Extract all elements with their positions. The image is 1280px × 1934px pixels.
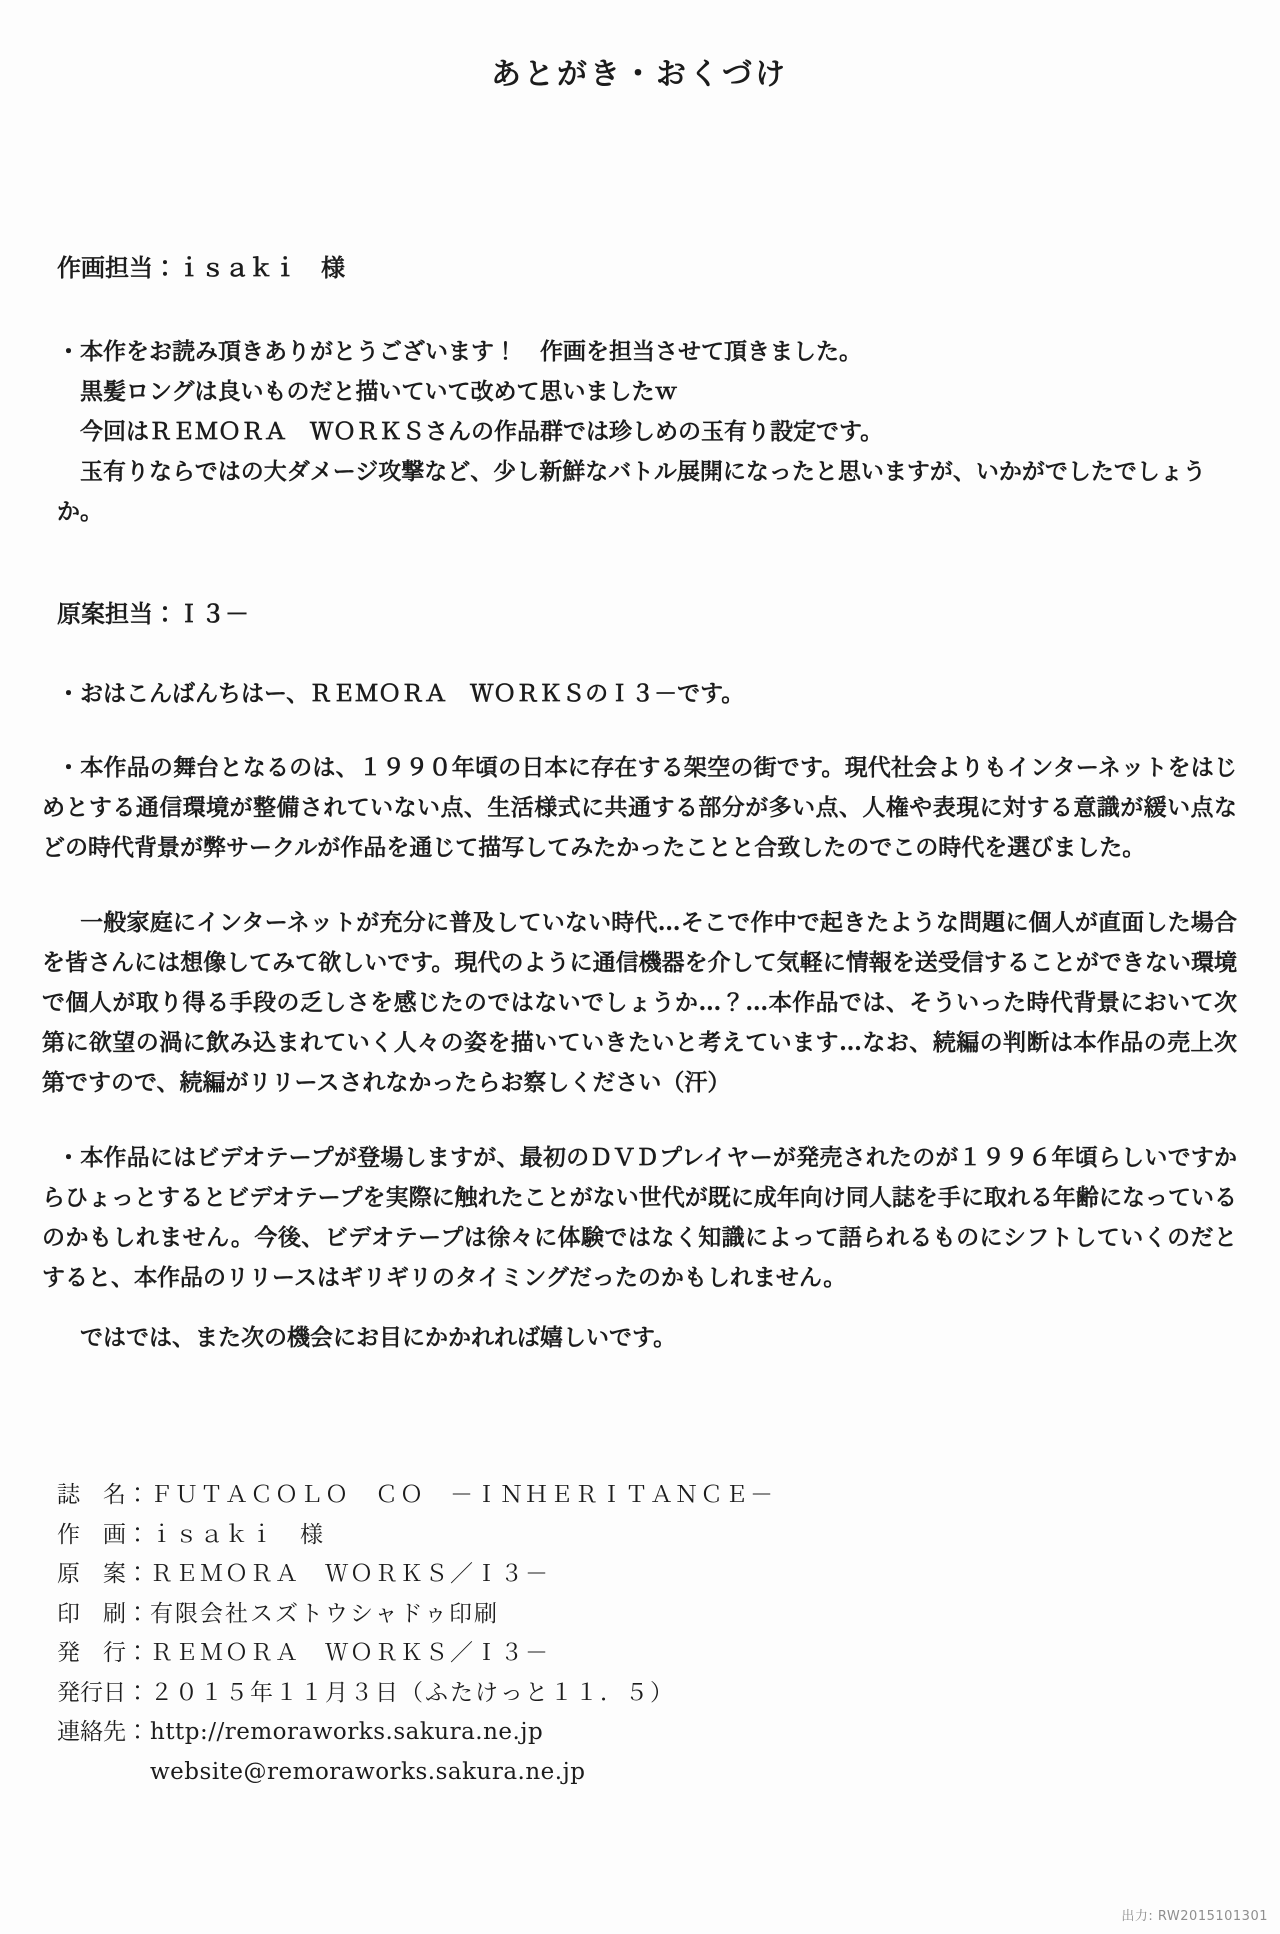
colophon-label: 誌 名： bbox=[57, 1482, 149, 1508]
colophon-row-contact-url bbox=[57, 1713, 1237, 1753]
colophon bbox=[42, 1476, 1237, 1792]
artist-comment-line: 黒髪ロングは良いものだと描いていて改めて思いましたｗ bbox=[57, 378, 678, 405]
artist-comment-line: ・本作をお読み頂きありがとうございます！ 作画を担当させて頂きました。 bbox=[57, 338, 862, 365]
writer-section bbox=[42, 596, 1237, 1358]
writer-paragraph-setting: ・本作品の舞台となるのは、１９９０年頃の日本に存在する架空の街です。現代社会よりもインターネットをはじめとする通信環境が整備されていない点、生活様式に共通する部分が多い点、人権や表現に対する意識が緩い点などの時代背景が弊サークルが作品を通じて描写してみたかったことと合致したのでこの時代を選びました。 bbox=[42, 754, 1238, 861]
writer-closing-line: ではでは、また次の機会にお目にかかれれば嬉しいです。 bbox=[57, 1324, 677, 1351]
colophon-label: 印 刷： bbox=[57, 1600, 149, 1627]
colophon-row-contact-email bbox=[57, 1753, 1237, 1793]
colophon-row-original bbox=[57, 1555, 1237, 1595]
contact-url: http://remoraworks.sakura.ne.jp bbox=[150, 1719, 544, 1745]
colophon-row-date bbox=[57, 1674, 1237, 1714]
output-code-note: 出力: RW2015101301 bbox=[1121, 1909, 1268, 1924]
colophon-value: 有限会社スズトウシャドゥ印刷 bbox=[150, 1600, 499, 1627]
artist-section bbox=[42, 250, 1237, 532]
colophon-row-printer bbox=[57, 1595, 1237, 1635]
colophon-value: ｉｓａｋｉ 様 bbox=[150, 1521, 325, 1548]
artist-heading: 作画担当：ｉｓａｋｉ 様 bbox=[57, 253, 345, 282]
writer-paragraph-videotape: ・本作品にはビデオテープが登場しますが、最初のＤＶＤプレイヤーが発売されたのが１９９６年頃らしいですからひょっとするとビデオテープを実際に触れたことがない世代が既に成年向け同人誌を手に取れる年齢になっているのかもしれません。今後、ビデオテープは徐々に体験ではなく知識によって語られるものにシフトしていくのだとすると、本作品のリリースはギリギリのタイミングだったのかもしれません。 bbox=[42, 1144, 1237, 1291]
colophon-row-artist bbox=[57, 1516, 1237, 1556]
writer-paragraph-era: 一般家庭にインターネットが充分に普及していない時代…そこで作中で起きたような問題に個人が直面した場合を皆さんには想像してみて欲しいです。現代のように通信機器を介して気軽に情報を送受信することができない環境で個人が取り得る手段の乏しさを感じたのではないでしょうか…？…本作品では、そういった時代背景において次第に欲望の渦に飲み込まれていく人々の姿を描いていきたいと考えています…なお、続編の判断は本作品の売上次第ですので、続編がリリースされなかったらお察しください（汗） bbox=[42, 909, 1237, 1096]
colophon-value: ＦＵＴＡＣＯＬＯ ＣＯ －ＩＮＨＥＲＩＴＡＮＣＥ－ bbox=[150, 1482, 775, 1508]
colophon-value: ２０１５年１１月３日（ふたけっと１１．５） bbox=[150, 1679, 675, 1706]
colophon-row-publisher bbox=[57, 1634, 1237, 1674]
page-title: あとがき・おくづけ bbox=[491, 57, 788, 92]
colophon-row-title bbox=[57, 1476, 1237, 1516]
colophon-label: 連絡先： bbox=[57, 1719, 149, 1745]
artist-comment-line: 玉有りならではの大ダメージ攻撃など、少し新鮮なバトル展開になったと思いますが、いかがでしたでしょうか。 bbox=[57, 458, 1206, 525]
colophon-label: 発行日： bbox=[57, 1679, 149, 1706]
colophon-label: 原 案： bbox=[57, 1561, 149, 1587]
artist-comment-line: 今回はＲＥＭＯＲＡ ＷＯＲＫＳさんの作品群では珍しめの玉有り設定です。 bbox=[57, 418, 884, 445]
colophon-value: ＲＥＭＯＲＡ ＷＯＲＫＳ／Ｉ３－ bbox=[150, 1640, 550, 1666]
colophon-value: ＲＥＭＯＲＡ ＷＯＲＫＳ／Ｉ３－ bbox=[150, 1561, 550, 1587]
contact-email: website@remoraworks.sakura.ne.jp bbox=[150, 1758, 586, 1785]
writer-heading: 原案担当：Ｉ３－ bbox=[57, 599, 249, 628]
artist-comment-block bbox=[42, 332, 1237, 532]
colophon-label: 作 画： bbox=[57, 1521, 149, 1548]
colophon-label: 発 行： bbox=[57, 1640, 149, 1666]
writer-intro-line: ・おはこんばんちはー、ＲＥＭＯＲＡ ＷＯＲＫＳのＩ３－です。 bbox=[57, 680, 745, 707]
